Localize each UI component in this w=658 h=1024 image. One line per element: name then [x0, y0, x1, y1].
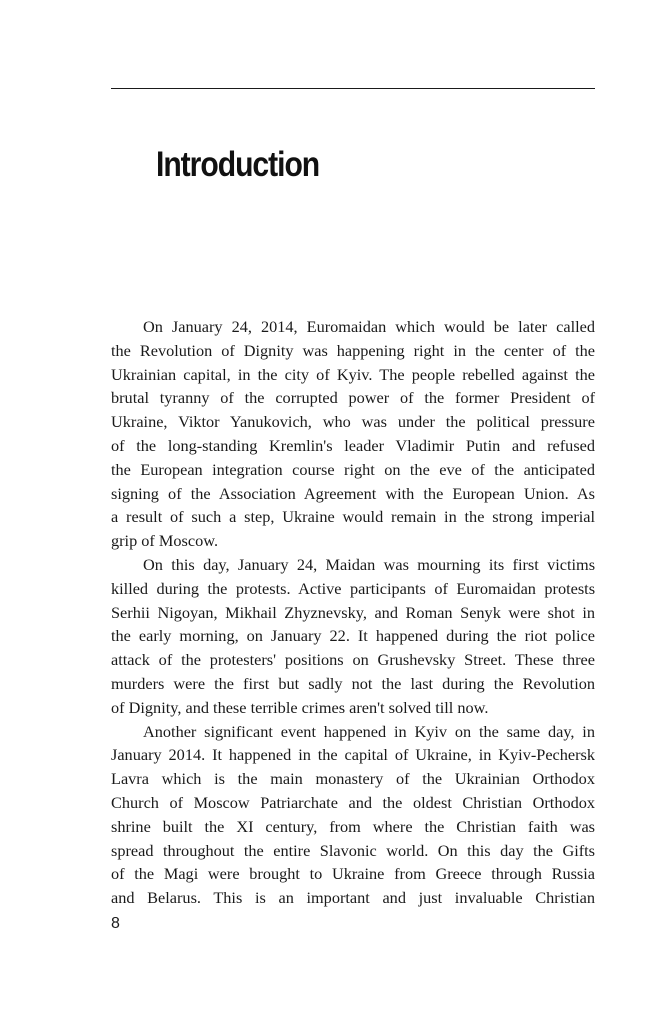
body-text [111, 315, 595, 910]
text-line: January 2014. It happened in the capital of Ukraine, in Kyiv-Pechersk [111, 745, 596, 765]
paragraph-2 [111, 553, 595, 720]
text-line: grip of Moscow. [111, 531, 219, 551]
text-line: spread throughout the entire Slavonic world. On this day the Gifts [111, 840, 596, 860]
page-number: 8 [111, 915, 120, 932]
text-line: Ukrainian capital, in the city of Kyiv. The people rebelled against the [111, 364, 595, 384]
text-line: a result of such a step, Ukraine would remain in the strong imperial [111, 507, 596, 527]
text-line: Church of Moscow Patriarchate and the oldest Christian Orthodox [111, 792, 596, 812]
text-line: of the long-standing Kremlin's leader Vladimir Putin and refused [111, 435, 596, 455]
paragraph-1 [111, 315, 595, 553]
text-line: brutal tyranny of the corrupted power of the former President of [111, 388, 596, 408]
chapter-title: Introduction [156, 145, 320, 184]
text-line: murders were the first but sadly not the last during the Revolution [111, 673, 595, 693]
text-line: Another significant event happened in Kyiv on the same day, in [143, 721, 595, 741]
text-line: On this day, January 24, Maidan was mourning its first victims [143, 554, 596, 574]
text-line: the Revolution of Dignity was happening right in the center of the [111, 340, 596, 360]
text-line: On January 24, 2014, Euromaidan which would be later called [143, 317, 596, 336]
text-line: killed during the protests. Active participants of Euromaidan protests [111, 578, 596, 598]
header-rule [111, 88, 595, 89]
text-line: of Dignity, and these terrible crimes aren't solved till now. [111, 697, 489, 717]
paragraph-3 [111, 720, 595, 910]
text-line: Lavra which is the main monastery of the Ukrainian Orthodox [111, 769, 595, 789]
text-line: of the Magi were brought to Ukraine from Greece through Russia [111, 864, 596, 884]
text-line: attack of the protesters' positions on Grushevsky Street. These three [111, 650, 595, 670]
text-line: shrine built the XI century, from where the Christian faith was [111, 816, 596, 836]
text-line: and Belarus. This is an important and just invaluable Christian [111, 888, 595, 908]
text-line: signing of the Association Agreement with the European Union. As [111, 483, 595, 503]
text-line: Ukraine, Viktor Yanukovich, who was under the political pressure [111, 412, 595, 432]
text-line: the early morning, on January 22. It happened during the riot police [111, 626, 595, 646]
text-line: the European integration course right on the eve of the anticipated [111, 459, 595, 479]
text-line: Serhii Nigoyan, Mikhail Zhyznevsky, and Roman Senyk were shot in [111, 602, 595, 622]
